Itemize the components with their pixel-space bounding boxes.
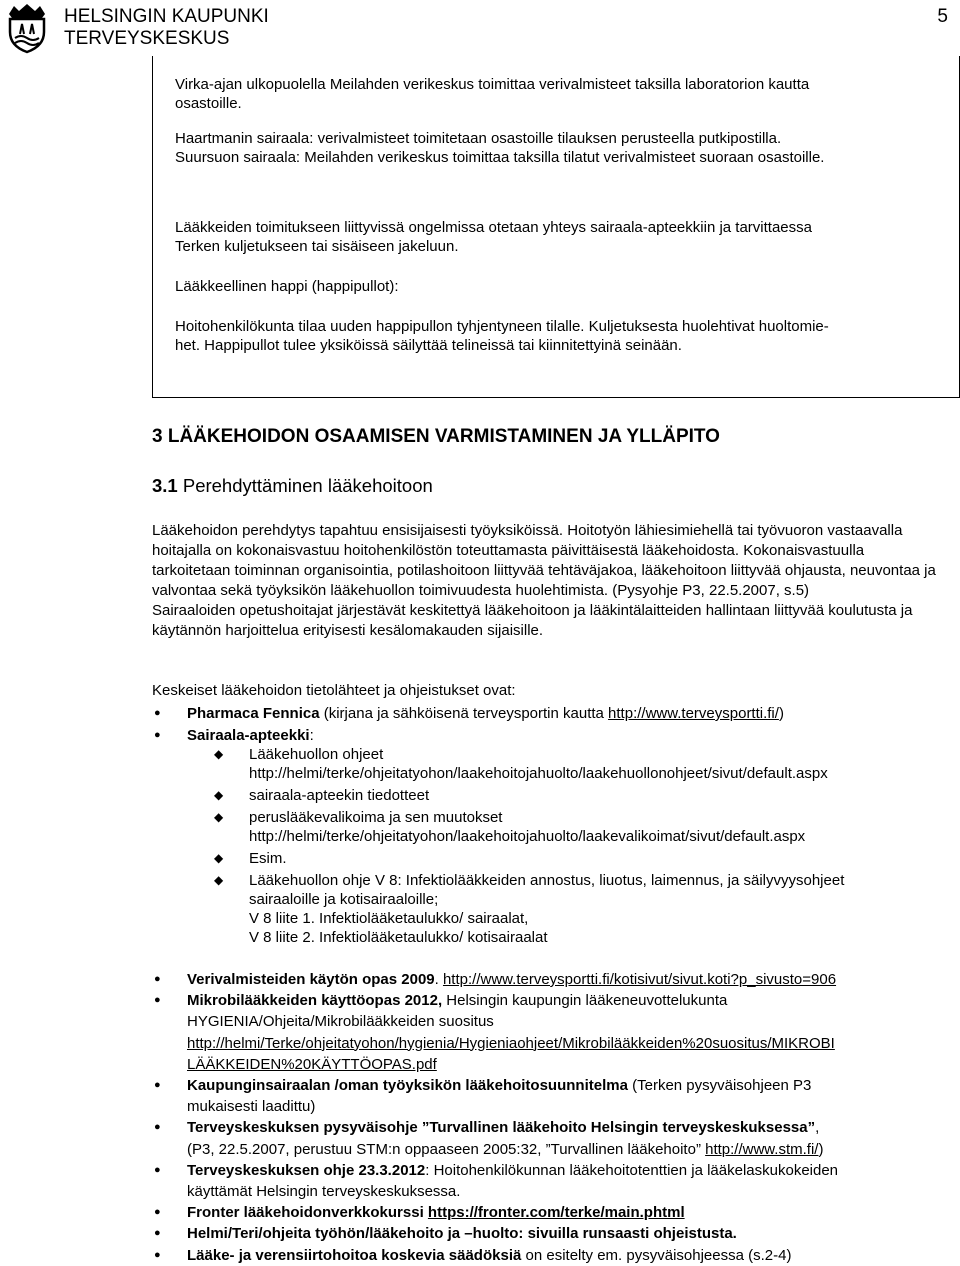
body-text [152,521,942,641]
list-item [152,1160,952,1202]
box-para-4b: Terken kuljetukseen tai sisäiseen jakeluun. [175,238,459,255]
pharmaca-link[interactable]: http://www.terveysportti.fi/ [608,705,779,722]
sub-item-text: V 8 liite 1. Infektiolääketaulukko/ sairaalat, [249,910,529,927]
item-title: Kaupunginsairaalan /oman työyksikön lääkehoitosuunnitelma [187,1077,628,1095]
item-text: käyttämät Helsingin terveyskeskuksessa. [187,1183,461,1201]
sub-item-text: ◆ sairaala-apteekin tiedotteet [249,787,430,804]
list-item [152,1117,952,1159]
sources-intro: Keskeiset lääkehoidon tietolähteet ja ohjeistukset ovat: [152,682,516,699]
sub-list-item [214,808,952,846]
org-line-1: HELSINGIN KAUPUNKI [64,6,269,27]
item-text: HYGIENIA/Ohjeita/Mikrobilääkkeiden suositus [187,1013,494,1031]
item-text: (P3, 22.5.2007, perustuu STM:n oppaaseen 2005:32, ”Turvallinen lääkehoito” [187,1140,706,1158]
box-para-6b: het. Happipullot tulee yksiköissä säilyttää telineissä tai kiinnitettyinä seinään. [175,337,682,354]
body-para-1: Lääkehoidon perehdytys tapahtuu ensisijaisesti työyksiköissä. Hoitotyön lähiesimiehellä tai työvuoron vastaavalla hoitajalla on kokonaisvastuu hoitohenkilöstön toteuttamasta päivittäisestä lääkehoidosta. Kokonaisvastuulla tarkoitetaan toiminnan organisointia, potilashoitoon liittyvää tehtäväjakoa, lääkehoitoon liittyvää ohjausta, neuvontaa ja valvontaa sekä työyksikön lääkehuollon toimivuudesta huolehtimista. (Pysyohje P3, 22.5.2007, s.5) [152,522,936,599]
item-text: ) [778,705,784,722]
item-text: . [434,971,443,988]
sub-list-item [214,871,952,947]
box-para-5: Lääkkeellinen happi (happipullot): [175,278,399,295]
section-title: 3 LÄÄKEHOIDON OSAAMISEN VARMISTAMINEN JA YLLÄPITO [152,426,720,447]
list-item [152,1223,952,1244]
list-item [152,1075,952,1117]
item-text: on esitelty em. pysyväisohjeessa (s.2-4) [521,1246,792,1264]
item-link[interactable]: http://www.stm.fi/ [705,1140,819,1158]
references-list [152,969,952,1266]
box-para-6: Hoitohenkilökunta tilaa uuden happipullon tyhjentyneen tilalle. Kuljetuksesta huolehtivat huoltomie- [175,318,829,335]
list-item [152,726,952,947]
page-number: 5 [937,6,948,27]
helsinki-crest-logo [6,2,48,54]
item-text: (Terken pysyväisohjeen P3 [627,1077,812,1095]
sub-item-text: ◆ Lääkehuollon ohjeet [249,746,384,763]
item-text: Helsingin kaupungin lääkeneuvottelukunta [442,992,728,1010]
item-title: Pharmaca Fennica [187,705,320,722]
item-title: Mikrobilääkkeiden käyttöopas 2012, [187,992,443,1010]
item-title: Terveyskeskuksen pysyväisohje ”Turvallinen lääkehoito Helsingin terveyskeskuksessa” [187,1119,816,1137]
item-link[interactable]: LÄÄKKEIDEN%20KÄYTTÖOPAS.pdf [187,1055,437,1073]
org-line-2: TERVEYSKESKUS [64,28,230,49]
sub-item-text: ◆ peruslääkevalikoima ja sen muutokset [249,809,503,826]
item-link[interactable]: http://helmi/Terke/ohjeitatyohon/hygienia/Hygieniaohjeet/Mikrobilääkkeiden%20suositus/MIKROBI [187,1034,835,1052]
item-title: Terveyskeskuksen ohje 23.3.2012 [187,1161,426,1179]
sub-item-text: sairaaloille ja kotisairaaloille; [249,891,439,908]
box-para-1: Virka-ajan ulkopuolella Meilahden verikeskus toimittaa verivalmisteet taksilla laboratorion kautta [175,76,810,93]
body-para-2: Sairaaloiden opetushoitajat järjestävät keskitettyä lääkehoitoon ja lääkintälaitteiden hallintaan liittyvää koulutusta ja käytännön harjoittelua erityisesti kesälomakauden sijaisille. [152,602,913,639]
list-item [152,1245,952,1266]
sub-item-text: ◆ Esim. [249,850,287,867]
item-title: Sairaala-apteekki [187,727,310,744]
subsection-text: Perehdyttäminen lääkehoitoon [177,475,433,496]
item-text: , [815,1119,820,1137]
item-text: : [309,727,314,744]
item-text: : Hoitohenkilökunnan lääkehoitotenttien ja lääkelaskukokeiden [425,1161,839,1179]
sub-item-text: V 8 liite 2. Infektiolääketaulukko/ kotisairaalat [249,929,548,946]
box-para-2: Haartmanin sairaala: verivalmisteet toimitetaan osastoille tilauksen perusteella putkipostilla. [175,130,782,147]
item-link[interactable]: https://fronter.com/terke/main.phtml [427,1204,685,1222]
box-para-4: Lääkkeiden toimitukseen liittyvissä ongelmissa otetaan yhteys sairaala-apteekkiin ja tarvittaessa [175,219,812,236]
subsection-number: 3.1 [152,475,178,496]
item-title: Helmi/Teri/ohjeita työhön/lääkehoito ja –huolto: sivuilla runsaasti ohjeistusta. [187,1225,737,1243]
box-para-1b: osastoille. [175,95,242,112]
item-link[interactable]: http://www.terveysportti.fi/kotisivut/sivut.koti?p_sivusto=906 [442,971,837,988]
sub-list-item [214,786,952,805]
sub-item-link[interactable]: http://helmi/terke/ohjeitatyohon/laakehoitojahuolto/laakehuollonohjeet/sivut/default.aspx [249,765,828,782]
list-item [152,969,952,990]
item-title: Lääke- ja verensiirtohoitoa koskevia säädöksiä [187,1246,522,1264]
item-title: Fronter lääkehoidonverkkokurssi [187,1204,428,1222]
box-para-3: Suursuon sairaala: Meilahden verikeskus toimittaa taksilla tilatut verivalmisteet suoraan osastoille. [175,149,825,166]
sub-list-item [214,745,952,783]
item-title: Verivalmisteiden käytön opas 2009 [187,971,435,988]
sub-item-text: ◆ Lääkehuollon ohje V 8: Infektiolääkkeiden annostus, liuotus, laimennus, ja säilyvyysohjeet [249,872,845,889]
list-item [152,990,952,1075]
sub-item-link[interactable]: http://helmi/terke/ohjeitatyohon/laakehoitojahuolto/laakevalikoimat/sivut/default.aspx [249,828,806,845]
list-item [152,1202,952,1223]
item-text: (kirjana ja sähköisenä terveysportin kautta [319,705,609,722]
sub-list-item [214,849,952,868]
list-item [152,704,952,723]
sources-list [152,704,952,950]
organization-name [64,6,269,50]
sub-list [152,745,952,947]
item-text: ) [818,1140,824,1158]
item-text: mukaisesti laadittu) [187,1098,316,1116]
subsection-title [152,475,433,497]
